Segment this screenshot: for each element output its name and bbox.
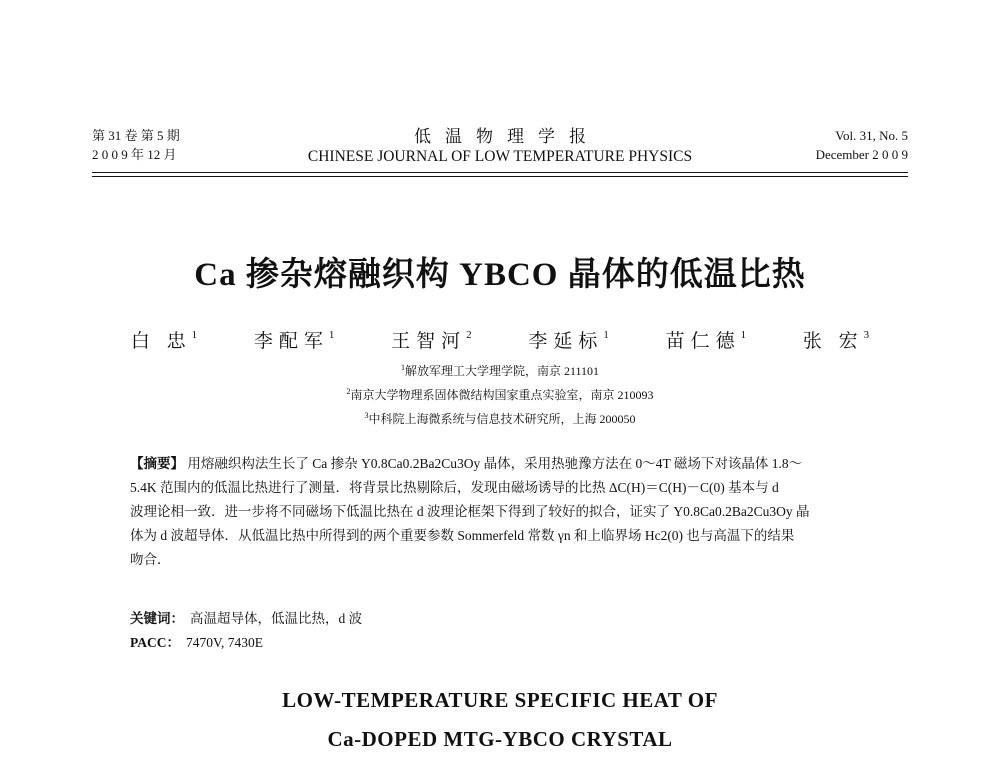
header-journal bbox=[92, 126, 908, 168]
keywords-text: 高温超导体，低温比热，d 波 bbox=[190, 611, 363, 626]
author-name: 白 忠 bbox=[130, 331, 192, 352]
running-header bbox=[92, 126, 908, 176]
pacc-codes bbox=[130, 632, 263, 654]
author-name: 苗仁德 bbox=[665, 331, 741, 352]
author bbox=[528, 326, 609, 353]
english-title-line-2: Ca-DOPED MTG-YBCO CRYSTAL bbox=[327, 727, 673, 751]
author-affiliation-mark: 1 bbox=[740, 329, 747, 341]
affiliation-text: 解放军理工大学理学院，南京 211101 bbox=[404, 364, 600, 378]
header-rule-thick bbox=[92, 172, 908, 173]
affiliation-1 bbox=[0, 362, 1000, 379]
header-volume-en: Vol. 31, No. 5 bbox=[835, 128, 908, 143]
author bbox=[254, 326, 335, 353]
author-list bbox=[0, 326, 1000, 353]
author-affiliation-mark: 3 bbox=[863, 329, 870, 341]
pacc-text: 7470V, 7430E bbox=[186, 635, 264, 650]
abstract-line: 体为 d 波超导体．从低温比热中所得到的两个重要参数 Sommerfeld 常数 γn 和上临界场 Hc2(0) 也与高温下的结果 bbox=[130, 528, 795, 543]
english-title-line-1: LOW-TEMPERATURE SPECIFIC HEAT OF bbox=[282, 688, 718, 712]
author-affiliation-mark: 1 bbox=[328, 329, 335, 341]
header-date-cn: 2 0 0 9 年 12 月 bbox=[92, 147, 177, 162]
abstract-label: 【摘要】 bbox=[130, 456, 184, 471]
author-name: 王智河 bbox=[391, 331, 467, 352]
keywords-label: 关键词： bbox=[130, 611, 184, 626]
header-issue-en bbox=[816, 126, 908, 164]
abstract-line bbox=[130, 452, 872, 476]
author-name: 李配军 bbox=[253, 331, 329, 352]
affiliation-3 bbox=[0, 410, 1000, 427]
author-affiliation-mark: 2 bbox=[466, 329, 472, 341]
abstract-line: 吻合． bbox=[130, 552, 171, 567]
abstract-line: 5.4K 范围内的低温比热进行了测量．将背景比热剔除后，发现由磁场诱导的比热 ΔC(H)＝C(H)－C(0) 基本与 d bbox=[130, 480, 779, 495]
journal-name-cn: 低温物理学报 bbox=[414, 127, 600, 146]
affiliation-text: 南京大学物理系固体微结构国家重点实验室，南京 210093 bbox=[350, 388, 654, 402]
header-date-en: December 2 0 0 9 bbox=[815, 147, 908, 162]
abstract bbox=[130, 452, 872, 572]
header-rule-thin bbox=[92, 176, 908, 177]
pacc-label: PACC： bbox=[130, 635, 180, 650]
author bbox=[391, 326, 472, 353]
affiliation-mark: 3 bbox=[364, 411, 369, 420]
author-name: 李延标 bbox=[528, 331, 604, 352]
author bbox=[131, 326, 197, 353]
author-affiliation-mark: 1 bbox=[191, 329, 198, 341]
author bbox=[666, 326, 747, 353]
abstract-line: 波理论相一致．进一步将不同磁场下低温比热在 d 波理论框架下得到了较好的拟合，证实了 Y0.8Ca0.2Ba2Cu3Oy 晶 bbox=[130, 504, 810, 519]
journal-name-en: CHINESE JOURNAL OF LOW TEMPERATURE PHYSICS bbox=[307, 148, 693, 165]
affiliation-mark: 2 bbox=[346, 387, 351, 396]
affiliation-text: 中科院上海微系统与信息技术研究所，上海 200050 bbox=[368, 412, 636, 426]
header-volume-cn: 第 31 卷 第 5 期 bbox=[92, 128, 180, 143]
keywords bbox=[130, 608, 362, 630]
author-name: 张 宏 bbox=[802, 331, 864, 352]
abstract-text: 用熔融织构法生长了 Ca 掺杂 Y0.8Ca0.2Ba2Cu3Oy 晶体，采用热驰豫方法在 0～4T 磁场下对该晶体 1.8～ bbox=[187, 456, 803, 471]
affiliation-2 bbox=[0, 386, 1000, 403]
author-affiliation-mark: 1 bbox=[603, 329, 609, 341]
paper-title: Ca 掺杂熔融织构 YBCO 晶体的低温比热 bbox=[194, 257, 806, 293]
affiliation-mark: 1 bbox=[400, 363, 405, 372]
author bbox=[803, 326, 869, 353]
